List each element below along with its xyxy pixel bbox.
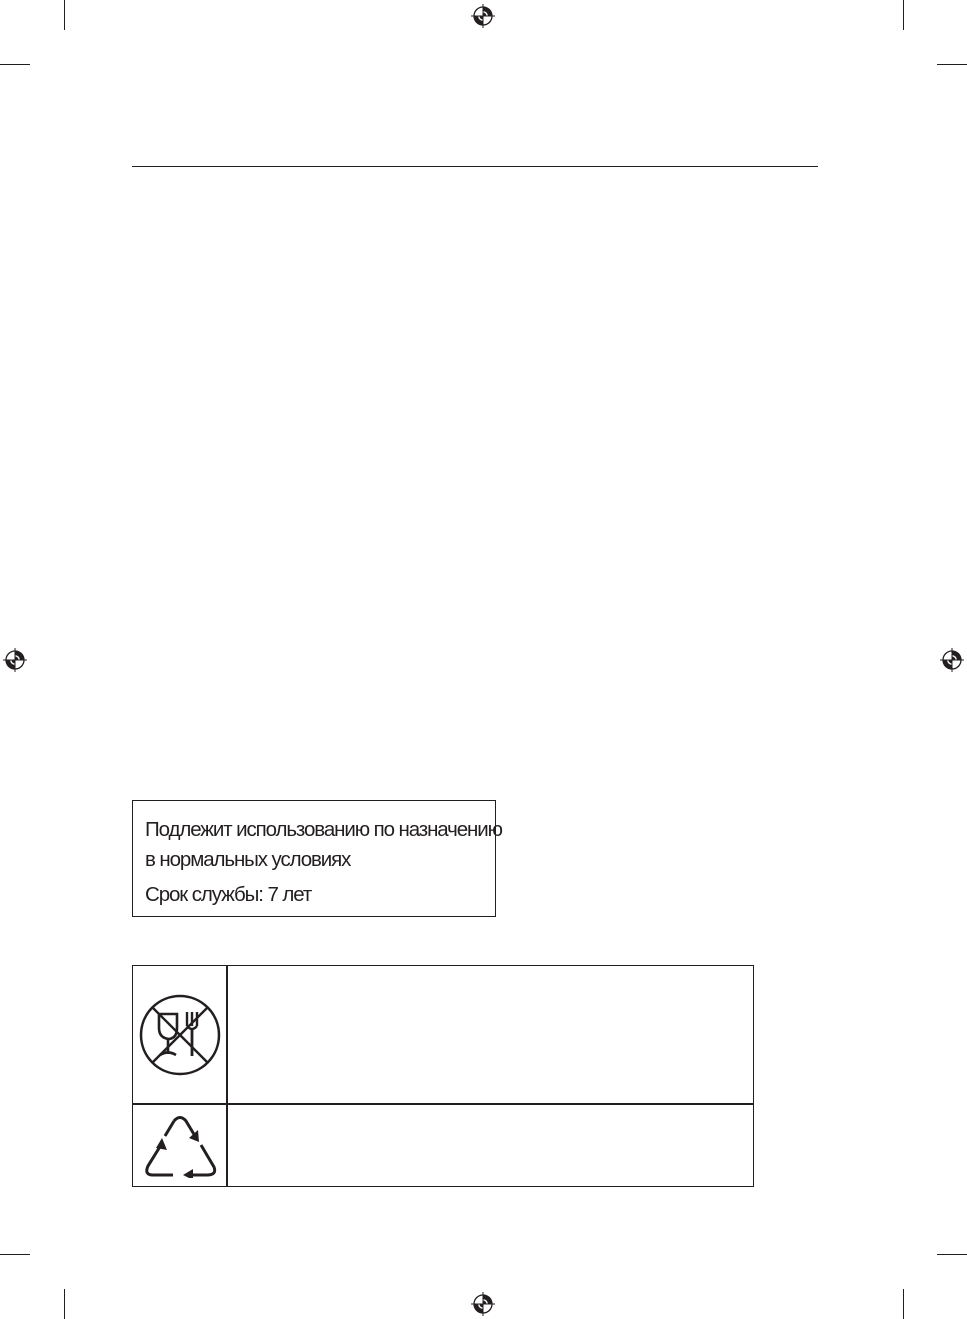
table-divider-vertical — [226, 966, 228, 1186]
crop-mark-bottom-left-horizontal — [0, 1254, 30, 1255]
service-life-notice — [132, 800, 502, 917]
crop-mark-top-right-vertical — [903, 0, 904, 30]
table-divider-horizontal — [133, 1103, 753, 1105]
not-for-food-contact-icon — [137, 992, 223, 1078]
crop-mark-top-right-horizontal — [937, 64, 967, 65]
symbols-table — [132, 965, 754, 1187]
registration-mark-top-icon — [471, 4, 495, 28]
notice-line-2: в нормальных условиях — [145, 848, 351, 871]
crop-mark-top-left-horizontal — [0, 64, 30, 65]
registration-mark-right-icon — [940, 648, 964, 672]
registration-mark-bottom-icon — [471, 1292, 495, 1316]
crop-mark-bottom-left-vertical — [64, 1289, 65, 1319]
registration-mark-left-icon — [3, 648, 27, 672]
crop-mark-bottom-right-horizontal — [937, 1254, 967, 1255]
notice-line-3: Срок службы: 7 лет — [145, 883, 312, 906]
header-rule — [132, 166, 818, 167]
crop-mark-top-left-vertical — [64, 0, 65, 30]
notice-line-1: Подлежит использованию по назначению — [145, 818, 502, 841]
recycle-icon — [143, 1112, 217, 1178]
crop-mark-bottom-right-vertical — [903, 1289, 904, 1319]
